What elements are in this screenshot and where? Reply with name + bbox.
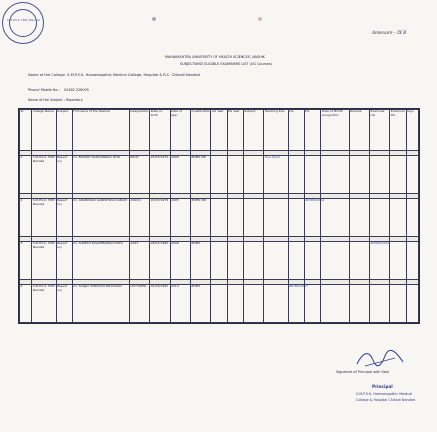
page-mark-right: @ [258, 16, 263, 21]
cell-doa: 2010 [170, 285, 190, 323]
header-cell: College Name [32, 110, 56, 151]
cell-remark: MUHS/2016 [370, 242, 390, 280]
university-title: MAHARASHTRA UNIVERSITY OF HEALTH SCIENCES, NASHIK [165, 55, 265, 59]
principal-title: Principal [372, 384, 393, 389]
examiners-table [18, 108, 420, 324]
header-cell: Sr. [20, 110, 32, 151]
cell-sr: 1 [20, 156, 32, 194]
header-cell: Qualification [190, 110, 210, 151]
table-row [20, 242, 419, 280]
cell-qualification: BHMS [190, 285, 210, 323]
college-name-line2: College & Hospital Chikodi Nanded [356, 398, 416, 402]
college-name-line1: S.M.P.S.K. Homoeopathic Medical [356, 392, 413, 396]
table-header-row [20, 110, 419, 151]
header-cell: Date of MUHS recognition [321, 110, 350, 151]
header-cell: Date of birth [150, 110, 170, 151]
cell-sr: 4 [20, 285, 32, 323]
principal-signature [355, 348, 407, 370]
cell-name: Dr. SANJAY SUBHASH BHAGWAN [72, 285, 129, 323]
cell-doa: 2005 [170, 199, 190, 237]
phone-number: 02462 226005 [64, 88, 89, 92]
cell-dob: 02/03/1982 [150, 285, 170, 323]
header-cell: UG Year [211, 110, 227, 151]
signature-label: Signature of Principal with Seal [336, 370, 389, 374]
table-row [20, 156, 419, 194]
cell-remark: Exp 25yrs [264, 156, 288, 194]
header-cell: Examiner UG [370, 110, 390, 151]
cell-college: S.M.P.S.K. HMC Nanded [32, 242, 56, 280]
table-row [20, 199, 419, 237]
cell-sr: 2 [20, 199, 32, 237]
cell-name: Dr. SURESH DIGAMBARRAO PATIL [72, 242, 129, 280]
page-mark: @ [152, 16, 157, 21]
header-cell: PG [304, 110, 320, 151]
table-row [20, 285, 419, 323]
cell-dob: 28/07/1980 [150, 242, 170, 280]
cell-sr: 3 [20, 242, 32, 280]
header-cell: UG [288, 110, 304, 151]
subject-label: Name of the Subject : Repertory [28, 98, 83, 102]
seal-text: S.M.P.S.K. HMC Nanded [7, 18, 40, 22]
cell-subject: Repert ory [56, 156, 72, 194]
cell-remark: MUHS/2014 [304, 199, 320, 237]
cell-doa: 1998 [170, 156, 190, 194]
cell-college: S.M.P.S.K. HMC Nanded [32, 285, 56, 323]
cell-subject: Repert ory [56, 285, 72, 323]
header-cell: Date of app. [170, 110, 190, 151]
cell-qualification: BHMS MD [190, 199, 210, 237]
cell-name: Dr. BHARAT NARAYANRAO PATIL [72, 156, 129, 194]
header-cell: Full name of the Teacher [72, 110, 129, 151]
header-cell: Subject [56, 110, 72, 151]
cell-designation: PROF. [129, 156, 149, 194]
cell-qualification: BHMS MD [190, 156, 210, 194]
list-subtitle: SUBJECTWISE ELIGIBLE EXAMINERS LIST (UG Courses) [180, 62, 272, 66]
cell-remark: MUHS/2017 [288, 285, 304, 323]
header-cell: PG Year [227, 110, 243, 151]
cell-college: S.M.P.S.K. HMC Nanded [32, 156, 56, 194]
header-cell: Teaching Exp. [264, 110, 288, 151]
college-seal-inner [9, 9, 37, 37]
cell-dob: 03/07/1978 [150, 199, 170, 237]
phone-label: Phone/ Mobile No : [28, 88, 60, 92]
cell-doa: 2008 [170, 242, 190, 280]
header-cell: Subject [243, 110, 263, 151]
cell-college: S.M.P.S.K. HMC Nanded [32, 199, 56, 237]
annexure-label: Annexure – IX B [372, 30, 407, 35]
cell-designation: LECTURER [129, 285, 149, 323]
cell-subject: Repert ory [56, 242, 72, 280]
cell-dob: 25/07/1975 [150, 156, 170, 194]
header-cell: Designation [129, 110, 149, 151]
cell-designation: ASSOC. [129, 199, 149, 237]
cell-designation: ASST. [129, 242, 149, 280]
cell-qualification: BHMS [190, 242, 210, 280]
cell-name: Dr. ANANDRAO GANPATRAO KADAM [72, 199, 129, 237]
college-line: Name of the College: S.M.P.S.K. Homoeopathic Medical College, Hospital & R.C. Chikodi Nanded [28, 73, 200, 77]
header-cell: Examiner PG [390, 110, 406, 151]
header-cell: Sign [406, 110, 418, 151]
cell-subject: Repert ory [56, 199, 72, 237]
header-cell: Remark [349, 110, 369, 151]
